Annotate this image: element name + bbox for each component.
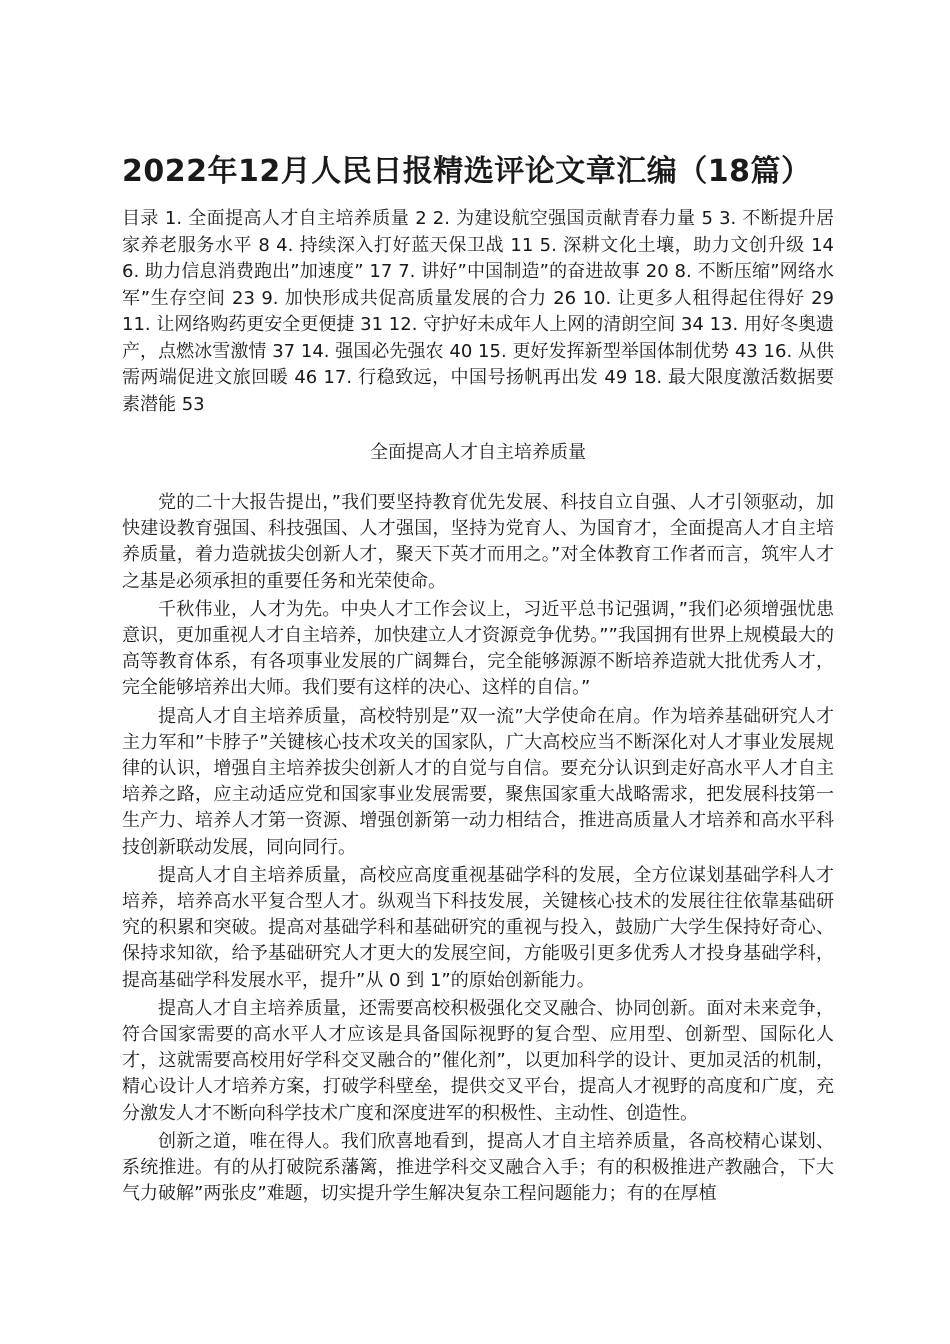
- paragraph: 创新之道，唯在得人。我们欣喜地看到，提高人才自主培养质量，各高校精心谋划、系统推进。有的从打破院系藩篱，推进学科交叉融合入手；有的积极推进产教融合，下大气力破解”两张皮”难题，切实提升学生解决复杂工程问题能力；有的在厚植: [122, 1130, 834, 1205]
- document-title: 2022年12月人民日报精选评论文章汇编（18篇）: [122, 154, 812, 189]
- document-page: [122, 150, 834, 1209]
- table-of-contents: 目录 1. 全面提高人才自主培养质量 2 2. 为建设航空强国贡献青春力量 5 3. 不断提升居家养老服务水平 8 4. 持续深入打好蓝天保卫战 11 5. 深耕文化土壤，助力文创升级 14 6. 助力信息消费跑出”加速度” 17 7. 讲好”中国制造”的奋进故事 20 8. 不断压缩”网络水军”生存空间 23 9. 加快形成共促高质量发展的合力 26 10. 让更多人租得起住得好 29 11. 让网络购药更安全更便捷 31 12. 守护好未成年人上网的清朗空间 34 13. 用好冬奥遗产，点燃冰雪激情 37 14. 强国必先强农 40 15. 更好发挥新型举国体制优势 43 16. 从供需两端促进文旅回暖 46 17. 行稳致远，中国号扬帆再出发 49 18. 最大限度激活数据要素潜能 53: [122, 208, 834, 415]
- paragraph: 提高人才自主培养质量，还需要高校积极强化交叉融合、协同创新。面对未来竞争，符合国家需要的高水平人才应该是具备国际视野的复合型、应用型、创新型、国际化人才，这就需要高校用好学科交叉融合的”催化剂”，以更加科学的设计、更加灵活的机制，精心设计人才培养方案，打破学科壁垒，提供交叉平台，提高人才视野的高度和广度，充分激发人才不断向科学技术广度和深度进军的积极性、主动性、创造性。: [122, 997, 834, 1124]
- section-title: 全面提高人才自主培养质量: [370, 442, 586, 463]
- paragraph: 千秋伟业，人才为先。中央人才工作会议上，习近平总书记强调，”我们必须增强忧患意识，更加重视人才自主培养，加快建立人才资源竞争优势。””我国拥有世界上规模最大的高等教育体系，有各项事业发展的广阔舞台，完全能够源源不断培养造就大批优秀人才，完全能够培养出大师。我们要有这样的决心、这样的自信。”: [122, 598, 834, 699]
- paragraph: 提高人才自主培养质量，高校应高度重视基础学科的发展，全方位谋划基础学科人才培养，培养高水平复合型人才。纵观当下科技发展，关键核心技术的发展往往依靠基础研究的积累和突破。提高对基础学科和基础研究的重视与投入，鼓励广大学生保持好奇心、保持求知欲，给予基础研究人才更大的发展空间，方能吸引更多优秀人才投身基础学科，提高基础学科发展水平，提升”从 0 到 1”的原始创新能力。: [122, 864, 834, 991]
- paragraph: 党的二十大报告提出，”我们要坚持教育优先发展、科技自立自强、人才引领驱动，加快建设教育强国、科技强国、人才强国，坚持为党育人、为国育才，全面提高人才自主培养质量，着力造就拔尖创新人才，聚天下英才而用之。”对全体教育工作者而言，筑牢人才之基是必须承担的重要任务和光荣使命。: [122, 492, 834, 592]
- paragraph: 提高人才自主培养质量，高校特别是”双一流”大学使命在肩。作为培养基础研究人才主力军和”卡脖子”关键核心技术攻关的国家队，广大高校应当不断深化对人才事业发展规律的认识，增强自主培养拔尖创新人才的自觉与自信。要充分认识到走好高水平人才自主培养之路，应主动适应党和国家事业发展需要，聚焦国家重大战略需求，把发展科技第一生产力、培养人才第一资源、增强创新第一动力相结合，推进高质量人才培养和高水平科技创新联动发展，同向同行。: [122, 705, 834, 858]
